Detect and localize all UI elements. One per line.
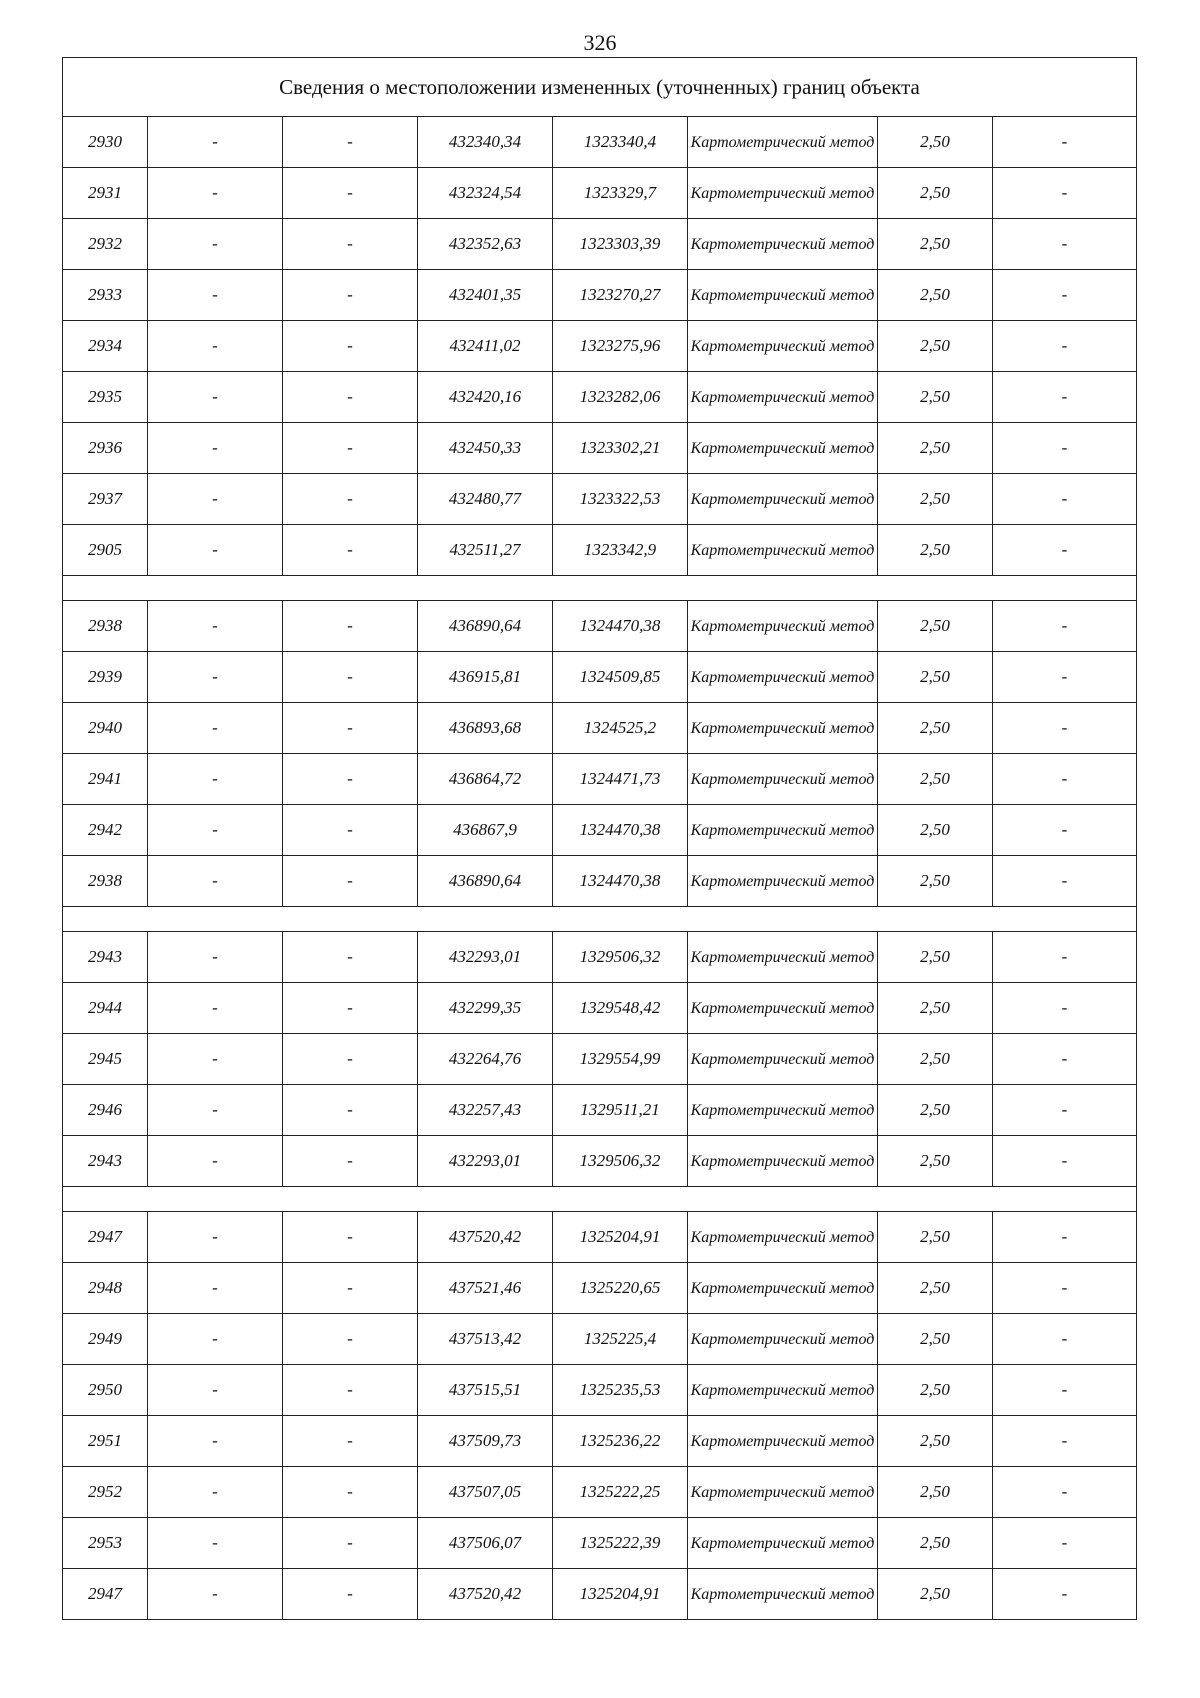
y-old-cell: - xyxy=(283,168,418,219)
x-old-cell: - xyxy=(148,219,283,270)
y-old-cell: - xyxy=(283,1518,418,1569)
y-new-cell: 1329554,99 xyxy=(553,1034,688,1085)
y-old-cell: - xyxy=(283,1569,418,1620)
x-new-cell: 432324,54 xyxy=(418,168,553,219)
precision-cell: 2,50 xyxy=(878,983,993,1034)
precision-cell: 2,50 xyxy=(878,1034,993,1085)
description-cell: - xyxy=(993,1136,1137,1187)
point-number-cell: 2942 xyxy=(63,805,148,856)
y-new-cell: 1324471,73 xyxy=(553,754,688,805)
x-old-cell: - xyxy=(148,423,283,474)
x-new-cell: 432293,01 xyxy=(418,1136,553,1187)
x-old-cell: - xyxy=(148,1212,283,1263)
method-cell: Картометрический метод xyxy=(688,474,878,525)
description-cell: - xyxy=(993,423,1137,474)
precision-cell: 2,50 xyxy=(878,703,993,754)
point-number-cell: 2944 xyxy=(63,983,148,1034)
y-new-cell: 1325236,22 xyxy=(553,1416,688,1467)
y-new-cell: 1324470,38 xyxy=(553,805,688,856)
x-old-cell: - xyxy=(148,1263,283,1314)
y-old-cell: - xyxy=(283,1136,418,1187)
method-cell: Картометрический метод xyxy=(688,1365,878,1416)
point-number-cell: 2938 xyxy=(63,856,148,907)
x-new-cell: 432511,27 xyxy=(418,525,553,576)
y-old-cell: - xyxy=(283,1263,418,1314)
point-number-cell: 2952 xyxy=(63,1467,148,1518)
table-row xyxy=(63,474,1137,525)
method-cell: Картометрический метод xyxy=(688,321,878,372)
method-cell: Картометрический метод xyxy=(688,932,878,983)
description-cell: - xyxy=(993,601,1137,652)
method-cell: Картометрический метод xyxy=(688,1034,878,1085)
y-new-cell: 1323322,53 xyxy=(553,474,688,525)
method-cell: Картометрический метод xyxy=(688,703,878,754)
x-new-cell: 437515,51 xyxy=(418,1365,553,1416)
description-cell: - xyxy=(993,219,1137,270)
point-number-cell: 2946 xyxy=(63,1085,148,1136)
method-cell: Картометрический метод xyxy=(688,754,878,805)
description-cell: - xyxy=(993,1569,1137,1620)
y-new-cell: 1323302,21 xyxy=(553,423,688,474)
x-old-cell: - xyxy=(148,1365,283,1416)
precision-cell: 2,50 xyxy=(878,525,993,576)
method-cell: Картометрический метод xyxy=(688,1518,878,1569)
description-cell: - xyxy=(993,856,1137,907)
point-number-cell: 2905 xyxy=(63,525,148,576)
x-old-cell: - xyxy=(148,1136,283,1187)
table-row xyxy=(63,168,1137,219)
table-row xyxy=(63,1569,1137,1620)
method-cell: Картометрический метод xyxy=(688,1569,878,1620)
x-old-cell: - xyxy=(148,168,283,219)
table-row xyxy=(63,372,1137,423)
y-new-cell: 1323270,27 xyxy=(553,270,688,321)
y-old-cell: - xyxy=(283,1314,418,1365)
description-cell: - xyxy=(993,1518,1137,1569)
point-number-cell: 2932 xyxy=(63,219,148,270)
x-old-cell: - xyxy=(148,1416,283,1467)
point-number-cell: 2938 xyxy=(63,601,148,652)
table-row xyxy=(63,1416,1137,1467)
description-cell: - xyxy=(993,168,1137,219)
description-cell: - xyxy=(993,1034,1137,1085)
y-old-cell: - xyxy=(283,754,418,805)
table-row xyxy=(63,117,1137,168)
description-cell: - xyxy=(993,270,1137,321)
y-old-cell: - xyxy=(283,474,418,525)
x-old-cell: - xyxy=(148,525,283,576)
y-old-cell: - xyxy=(283,856,418,907)
x-new-cell: 436893,68 xyxy=(418,703,553,754)
y-old-cell: - xyxy=(283,1467,418,1518)
table-row xyxy=(63,652,1137,703)
table-row xyxy=(63,1212,1137,1263)
y-new-cell: 1323342,9 xyxy=(553,525,688,576)
table-row xyxy=(63,805,1137,856)
point-number-cell: 2941 xyxy=(63,754,148,805)
table-row xyxy=(63,1518,1137,1569)
method-cell: Картометрический метод xyxy=(688,983,878,1034)
precision-cell: 2,50 xyxy=(878,1136,993,1187)
point-number-cell: 2950 xyxy=(63,1365,148,1416)
table-row xyxy=(63,270,1137,321)
description-cell: - xyxy=(993,1416,1137,1467)
precision-cell: 2,50 xyxy=(878,1263,993,1314)
x-new-cell: 432411,02 xyxy=(418,321,553,372)
y-old-cell: - xyxy=(283,983,418,1034)
precision-cell: 2,50 xyxy=(878,423,993,474)
x-old-cell: - xyxy=(148,983,283,1034)
y-new-cell: 1324509,85 xyxy=(553,652,688,703)
table-row xyxy=(63,1034,1137,1085)
point-number-cell: 2935 xyxy=(63,372,148,423)
precision-cell: 2,50 xyxy=(878,117,993,168)
method-cell: Картометрический метод xyxy=(688,219,878,270)
y-new-cell: 1325204,91 xyxy=(553,1212,688,1263)
point-number-cell: 2940 xyxy=(63,703,148,754)
x-new-cell: 437520,42 xyxy=(418,1212,553,1263)
table-row xyxy=(63,525,1137,576)
description-cell: - xyxy=(993,1085,1137,1136)
precision-cell: 2,50 xyxy=(878,372,993,423)
precision-cell: 2,50 xyxy=(878,219,993,270)
y-old-cell: - xyxy=(283,1365,418,1416)
table-title-row xyxy=(63,58,1137,117)
x-old-cell: - xyxy=(148,1569,283,1620)
precision-cell: 2,50 xyxy=(878,652,993,703)
precision-cell: 2,50 xyxy=(878,1085,993,1136)
x-new-cell: 432257,43 xyxy=(418,1085,553,1136)
precision-cell: 2,50 xyxy=(878,1314,993,1365)
x-old-cell: - xyxy=(148,474,283,525)
precision-cell: 2,50 xyxy=(878,168,993,219)
y-new-cell: 1323282,06 xyxy=(553,372,688,423)
point-number-cell: 2937 xyxy=(63,474,148,525)
y-new-cell: 1323303,39 xyxy=(553,219,688,270)
boundary-coordinates-table xyxy=(62,57,1137,1620)
description-cell: - xyxy=(993,117,1137,168)
method-cell: Картометрический метод xyxy=(688,423,878,474)
y-old-cell: - xyxy=(283,1416,418,1467)
description-cell: - xyxy=(993,1263,1137,1314)
method-cell: Картометрический метод xyxy=(688,1136,878,1187)
y-new-cell: 1325220,65 xyxy=(553,1263,688,1314)
x-new-cell: 436890,64 xyxy=(418,856,553,907)
y-new-cell: 1323275,96 xyxy=(553,321,688,372)
x-new-cell: 432420,16 xyxy=(418,372,553,423)
y-old-cell: - xyxy=(283,321,418,372)
method-cell: Картометрический метод xyxy=(688,1263,878,1314)
y-old-cell: - xyxy=(283,805,418,856)
y-old-cell: - xyxy=(283,423,418,474)
point-number-cell: 2951 xyxy=(63,1416,148,1467)
precision-cell: 2,50 xyxy=(878,474,993,525)
table-row xyxy=(63,423,1137,474)
precision-cell: 2,50 xyxy=(878,805,993,856)
group-separator xyxy=(63,576,1137,601)
x-new-cell: 437506,07 xyxy=(418,1518,553,1569)
table-row xyxy=(63,1085,1137,1136)
method-cell: Картометрический метод xyxy=(688,805,878,856)
table-row xyxy=(63,703,1137,754)
method-cell: Картометрический метод xyxy=(688,601,878,652)
method-cell: Картометрический метод xyxy=(688,1416,878,1467)
description-cell: - xyxy=(993,1467,1137,1518)
point-number-cell: 2948 xyxy=(63,1263,148,1314)
description-cell: - xyxy=(993,1314,1137,1365)
precision-cell: 2,50 xyxy=(878,270,993,321)
group-separator-row xyxy=(63,576,1137,601)
y-old-cell: - xyxy=(283,117,418,168)
precision-cell: 2,50 xyxy=(878,601,993,652)
description-cell: - xyxy=(993,321,1137,372)
method-cell: Картометрический метод xyxy=(688,1212,878,1263)
table-title: Сведения о местоположении измененных (уточненных) границ объекта xyxy=(63,58,1137,117)
y-new-cell: 1324470,38 xyxy=(553,601,688,652)
precision-cell: 2,50 xyxy=(878,1518,993,1569)
y-new-cell: 1323329,7 xyxy=(553,168,688,219)
point-number-cell: 2947 xyxy=(63,1569,148,1620)
precision-cell: 2,50 xyxy=(878,932,993,983)
point-number-cell: 2930 xyxy=(63,117,148,168)
x-new-cell: 432264,76 xyxy=(418,1034,553,1085)
description-cell: - xyxy=(993,372,1137,423)
y-old-cell: - xyxy=(283,372,418,423)
group-separator xyxy=(63,1187,1137,1212)
table-row xyxy=(63,1365,1137,1416)
description-cell: - xyxy=(993,474,1137,525)
y-new-cell: 1325204,91 xyxy=(553,1569,688,1620)
x-old-cell: - xyxy=(148,856,283,907)
x-old-cell: - xyxy=(148,932,283,983)
table-row xyxy=(63,1263,1137,1314)
table-row xyxy=(63,983,1137,1034)
method-cell: Картометрический метод xyxy=(688,372,878,423)
precision-cell: 2,50 xyxy=(878,1416,993,1467)
description-cell: - xyxy=(993,652,1137,703)
precision-cell: 2,50 xyxy=(878,1365,993,1416)
y-old-cell: - xyxy=(283,932,418,983)
x-old-cell: - xyxy=(148,1467,283,1518)
y-new-cell: 1329506,32 xyxy=(553,1136,688,1187)
y-old-cell: - xyxy=(283,703,418,754)
x-new-cell: 436890,64 xyxy=(418,601,553,652)
x-new-cell: 437521,46 xyxy=(418,1263,553,1314)
y-old-cell: - xyxy=(283,270,418,321)
x-old-cell: - xyxy=(148,703,283,754)
group-separator-row xyxy=(63,1187,1137,1212)
x-new-cell: 437520,42 xyxy=(418,1569,553,1620)
group-separator-row xyxy=(63,907,1137,932)
y-new-cell: 1325235,53 xyxy=(553,1365,688,1416)
description-cell: - xyxy=(993,983,1137,1034)
x-new-cell: 437513,42 xyxy=(418,1314,553,1365)
point-number-cell: 2943 xyxy=(63,932,148,983)
x-old-cell: - xyxy=(148,321,283,372)
point-number-cell: 2949 xyxy=(63,1314,148,1365)
precision-cell: 2,50 xyxy=(878,856,993,907)
description-cell: - xyxy=(993,1365,1137,1416)
x-old-cell: - xyxy=(148,117,283,168)
method-cell: Картометрический метод xyxy=(688,168,878,219)
description-cell: - xyxy=(993,525,1137,576)
x-new-cell: 436867,9 xyxy=(418,805,553,856)
method-cell: Картометрический метод xyxy=(688,1314,878,1365)
precision-cell: 2,50 xyxy=(878,754,993,805)
x-new-cell: 437509,73 xyxy=(418,1416,553,1467)
y-old-cell: - xyxy=(283,219,418,270)
table-row xyxy=(63,754,1137,805)
page-number: 326 xyxy=(583,30,617,55)
description-cell: - xyxy=(993,1212,1137,1263)
point-number-cell: 2934 xyxy=(63,321,148,372)
x-old-cell: - xyxy=(148,1518,283,1569)
method-cell: Картометрический метод xyxy=(688,652,878,703)
x-new-cell: 432450,33 xyxy=(418,423,553,474)
precision-cell: 2,50 xyxy=(878,1569,993,1620)
x-new-cell: 432293,01 xyxy=(418,932,553,983)
y-old-cell: - xyxy=(283,1212,418,1263)
table-row xyxy=(63,321,1137,372)
x-new-cell: 436864,72 xyxy=(418,754,553,805)
point-number-cell: 2943 xyxy=(63,1136,148,1187)
x-old-cell: - xyxy=(148,372,283,423)
x-new-cell: 432340,34 xyxy=(418,117,553,168)
x-new-cell: 432401,35 xyxy=(418,270,553,321)
method-cell: Картометрический метод xyxy=(688,270,878,321)
table-row xyxy=(63,1314,1137,1365)
description-cell: - xyxy=(993,754,1137,805)
point-number-cell: 2953 xyxy=(63,1518,148,1569)
x-old-cell: - xyxy=(148,805,283,856)
description-cell: - xyxy=(993,703,1137,754)
x-old-cell: - xyxy=(148,1314,283,1365)
y-new-cell: 1329548,42 xyxy=(553,983,688,1034)
table-row xyxy=(63,932,1137,983)
x-old-cell: - xyxy=(148,1085,283,1136)
y-new-cell: 1323340,4 xyxy=(553,117,688,168)
method-cell: Картометрический метод xyxy=(688,525,878,576)
x-old-cell: - xyxy=(148,754,283,805)
y-old-cell: - xyxy=(283,1085,418,1136)
table-row xyxy=(63,856,1137,907)
y-new-cell: 1324470,38 xyxy=(553,856,688,907)
table-row xyxy=(63,601,1137,652)
x-new-cell: 437507,05 xyxy=(418,1467,553,1518)
precision-cell: 2,50 xyxy=(878,1467,993,1518)
precision-cell: 2,50 xyxy=(878,321,993,372)
x-new-cell: 436915,81 xyxy=(418,652,553,703)
y-new-cell: 1325225,4 xyxy=(553,1314,688,1365)
table-row xyxy=(63,219,1137,270)
point-number-cell: 2931 xyxy=(63,168,148,219)
point-number-cell: 2933 xyxy=(63,270,148,321)
y-old-cell: - xyxy=(283,652,418,703)
x-new-cell: 432352,63 xyxy=(418,219,553,270)
x-old-cell: - xyxy=(148,652,283,703)
y-old-cell: - xyxy=(283,1034,418,1085)
method-cell: Картометрический метод xyxy=(688,117,878,168)
y-new-cell: 1329506,32 xyxy=(553,932,688,983)
table-row xyxy=(63,1136,1137,1187)
group-separator xyxy=(63,907,1137,932)
x-old-cell: - xyxy=(148,1034,283,1085)
y-new-cell: 1329511,21 xyxy=(553,1085,688,1136)
method-cell: Картометрический метод xyxy=(688,1085,878,1136)
table-row xyxy=(63,1467,1137,1518)
point-number-cell: 2945 xyxy=(63,1034,148,1085)
y-old-cell: - xyxy=(283,601,418,652)
x-new-cell: 432480,77 xyxy=(418,474,553,525)
method-cell: Картометрический метод xyxy=(688,856,878,907)
precision-cell: 2,50 xyxy=(878,1212,993,1263)
description-cell: - xyxy=(993,805,1137,856)
x-old-cell: - xyxy=(148,601,283,652)
point-number-cell: 2947 xyxy=(63,1212,148,1263)
x-old-cell: - xyxy=(148,270,283,321)
y-new-cell: 1325222,25 xyxy=(553,1467,688,1518)
y-new-cell: 1324525,2 xyxy=(553,703,688,754)
point-number-cell: 2936 xyxy=(63,423,148,474)
description-cell: - xyxy=(993,932,1137,983)
method-cell: Картометрический метод xyxy=(688,1467,878,1518)
point-number-cell: 2939 xyxy=(63,652,148,703)
y-old-cell: - xyxy=(283,525,418,576)
y-new-cell: 1325222,39 xyxy=(553,1518,688,1569)
x-new-cell: 432299,35 xyxy=(418,983,553,1034)
